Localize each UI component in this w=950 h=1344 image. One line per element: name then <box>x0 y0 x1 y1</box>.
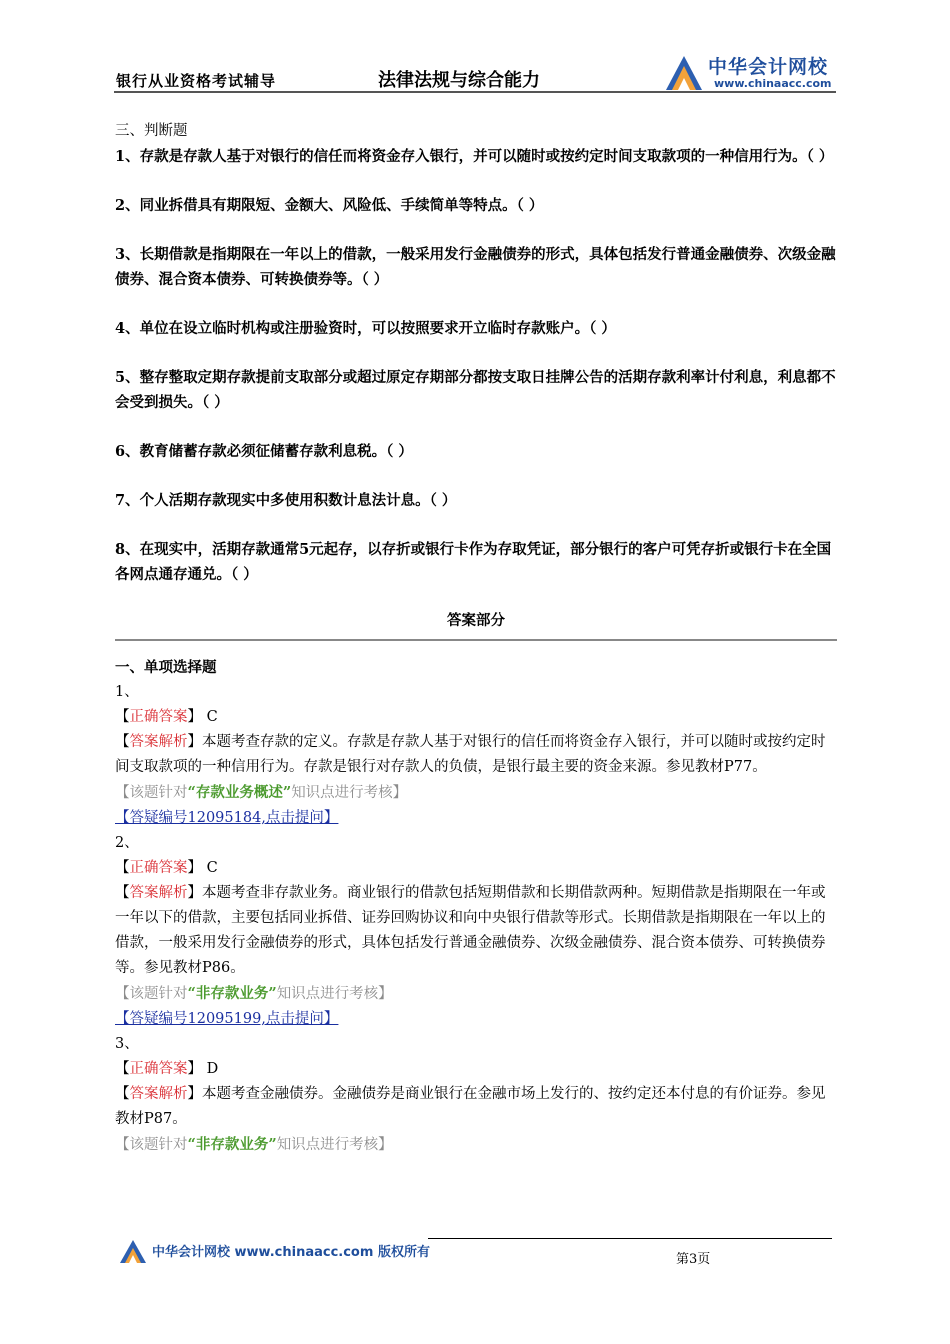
analysis-label: 答案解析 <box>129 734 188 750</box>
answer-number: 1、 <box>115 684 139 700</box>
analysis-text: 本题考查金融债券。金融债券是商业银行在金融市场上发行的、按约定还本付息的有价证券。参见教材P87。 <box>115 1086 826 1127</box>
question-8: 8、在现实中，活期存款通常5元起存，以存折或银行卡作为存取凭证，部分银行的客户可凭存折或银行卡在全国各网点通存通兑。（ ） <box>115 541 832 583</box>
analysis-text: 本题考查存款的定义。存款是存款人基于对银行的信任而将资金存入银行，并可以随时或按约定时间支取款项的一种信用行为。存款是银行对存款人的负债，是银行最主要的资金来源。参见教材P77。 <box>115 734 826 775</box>
question-2: 2、同业拆借具有期限短、金额大、风险低、手续简单等特点。（ ） <box>115 197 544 214</box>
correct-answer-value: D <box>206 1061 219 1077</box>
logo-name: 中华会计网校 <box>708 56 829 78</box>
question-5: 5、整存整取定期存款提前支取部分或超过原定存期部分都按支取日挂牌公告的活期存款利率计付利息，利息都不会受到损失。（ ） <box>115 369 836 411</box>
correct-answer-value: C <box>206 860 218 876</box>
header-divider <box>114 91 836 93</box>
answer-number: 2、 <box>115 835 139 851</box>
footer-copyright: 中华会计网校 www.chinaacc.com 版权所有 <box>152 1245 430 1260</box>
footer-logo-icon <box>118 1238 148 1264</box>
header-left-title: 银行从业资格考试辅导 <box>116 72 277 90</box>
knowledge-point: 【该题针对“存款业务概述”知识点进行考核】 <box>115 784 408 801</box>
correct-answer-line: 【正确答案】 C <box>115 709 218 725</box>
logo-url: www.chinaacc.com <box>714 77 832 90</box>
analysis-label: 答案解析 <box>129 1086 188 1102</box>
analysis-line: 【答案解析】本题考查存款的定义。存款是存款人基于对银行的信任而将资金存入银行，并可以随时或按约定时间支取款项的一种信用行为。存款是银行对存款人的负债，是银行最主要的资金来源。参见教材P77。 <box>115 734 826 775</box>
analysis-text: 本题考查非存款业务。商业银行的借款包括短期借款和长期借款两种。短期借款是指期限在一年或一年以下的借款，主要包括同业拆借、证券回购协议和向中央银行借款等形式。长期借款是指期限在一年以上的借款，一般采用发行金融债券的形式，具体包括发行普通金融债券、次级金融债券、混合资本债券、可转换债券等。参见教材P86。 <box>115 885 826 976</box>
analysis-label: 答案解析 <box>129 885 188 901</box>
correct-answer-value: C <box>206 709 218 725</box>
question-4: 4、单位在设立临时机构或注册验资时，可以按照要求开立临时存款账户。（ ） <box>115 320 616 337</box>
analysis-line: 【答案解析】本题考查金融债券。金融债券是商业银行在金融市场上发行的、按约定还本付息的有价证券。参见教材P87。 <box>115 1086 826 1127</box>
logo <box>662 50 842 94</box>
question-1: 1、存款是存款人基于对银行的信任而将资金存入银行，并可以随时或按约定时间支取款项的一种信用行为。（ ） <box>115 148 834 165</box>
knowledge-point: 【该题针对“非存款业务”知识点进行考核】 <box>115 985 393 1002</box>
knowledge-point: 【该题针对“非存款业务”知识点进行考核】 <box>115 1136 393 1153</box>
answers-divider <box>115 639 837 641</box>
correct-answer-line: 【正确答案】 C <box>115 860 218 876</box>
page-number: 第3页 <box>676 1252 711 1267</box>
header-center-title: 法律法规与综合能力 <box>378 70 540 91</box>
correct-answer-label: 正确答案 <box>129 709 188 725</box>
question-3: 3、长期借款是指期限在一年以上的借款，一般采用发行金融债券的形式，具体包括发行普通金融债券、次级金融债券、混合资本债券、可转换债券等。（ ） <box>115 246 836 288</box>
correct-answer-label: 正确答案 <box>129 860 188 876</box>
answers-title: 答案部分 <box>447 612 505 629</box>
logo-triangle-icon <box>662 52 708 92</box>
analysis-line: 【答案解析】本题考查非存款业务。商业银行的借款包括短期借款和长期借款两种。短期借款是指期限在一年或一年以下的借款，主要包括同业拆借、证券回购协议和向中央银行借款等形式。长期借款是指期限在一年以上的借款，一般采用发行金融债券的形式，具体包括发行普通金融债券、次级金融债券、混合资本债券、可转换债券等。参见教材P86。 <box>115 885 826 976</box>
document-body <box>115 119 837 1158</box>
question-6: 6、教育储蓄存款必须征储蓄存款利息税。（ ） <box>115 443 413 460</box>
answers-section-title: 一、单项选择题 <box>115 659 217 676</box>
answer-number: 3、 <box>115 1036 139 1052</box>
correct-answer-label: 正确答案 <box>129 1061 188 1077</box>
correct-answer-line: 【正确答案】 D <box>115 1061 219 1077</box>
footer-divider <box>428 1238 832 1239</box>
ask-question-link[interactable]: 【答疑编号12095199,点击提问】 <box>115 1011 339 1027</box>
ask-question-link[interactable]: 【答疑编号12095184,点击提问】 <box>115 810 339 826</box>
question-7: 7、个人活期存款现实中多使用积数计息法计息。（ ） <box>115 492 457 509</box>
section-title: 三、判断题 <box>115 123 188 139</box>
